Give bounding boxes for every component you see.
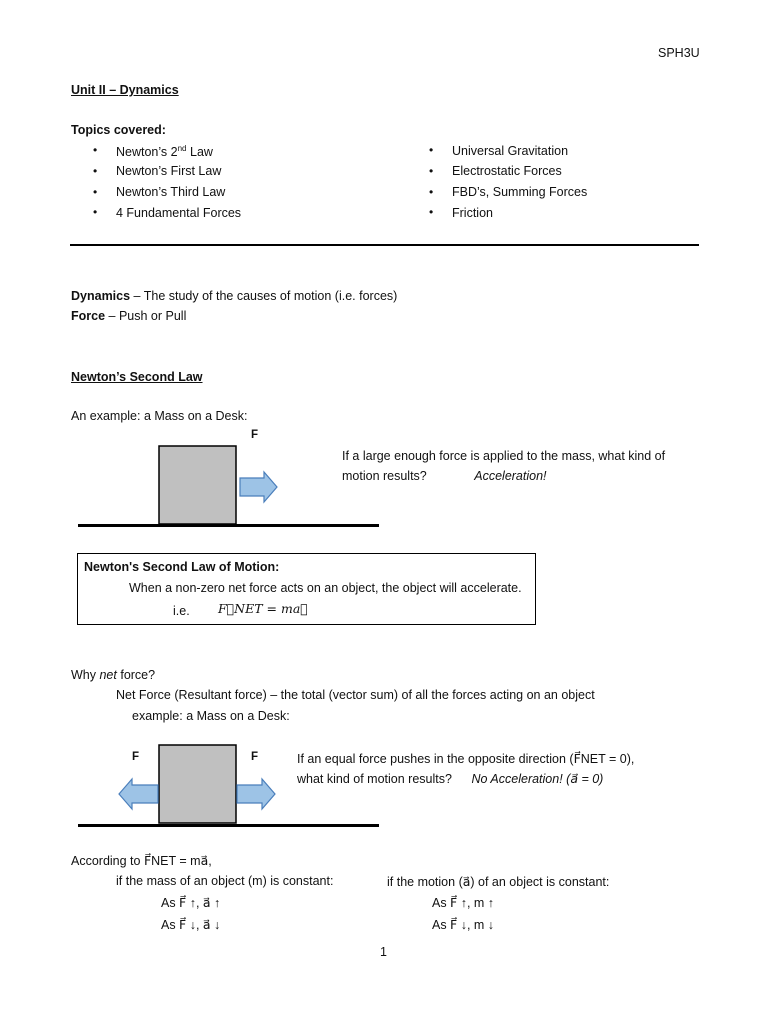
mass-block	[159, 745, 236, 823]
bullet-icon: •	[93, 185, 98, 199]
relations-left-1: As F⃗ ↑, a⃗ ↑	[161, 896, 221, 910]
section-heading-second-law: Newton’s Second Law	[71, 370, 203, 384]
relations-right-2: As F⃗ ↓, m ↓	[432, 918, 495, 932]
example-label: An example: a Mass on a Desk:	[71, 409, 248, 423]
bullet-icon: •	[429, 185, 434, 199]
example-label-2: example: a Mass on a Desk:	[132, 709, 290, 723]
bullet-icon: •	[429, 205, 434, 219]
why-suffix: force?	[116, 668, 156, 682]
why-net-force	[71, 668, 155, 682]
force-arrow-left-icon	[119, 779, 158, 809]
definition-term: Dynamics	[71, 289, 131, 303]
relations-left-heading: if the mass of an object (m) is constant:	[116, 874, 334, 888]
relations-right-1: As F⃗ ↑, m ↑	[432, 896, 495, 910]
unit-title: Unit II – Dynamics	[71, 83, 179, 97]
course-code: SPH3U	[658, 46, 700, 60]
why-prefix: Why	[71, 668, 100, 682]
box-formula: F⃗NET = ma⃗	[218, 601, 308, 616]
bullet-icon: •	[93, 143, 98, 157]
box-ie: i.e.	[173, 604, 190, 618]
definition-term: Force	[71, 309, 106, 323]
force-label-right: F	[251, 751, 259, 763]
question-text: motion results?	[342, 469, 427, 483]
topics-heading: Topics covered:	[71, 123, 166, 137]
why-italic: net	[99, 668, 117, 682]
diagram-mass-on-desk	[78, 446, 379, 526]
page-number: 1	[380, 945, 387, 959]
list-item: Newton’s 2nd Law	[116, 144, 213, 160]
balanced-question-line-2	[297, 771, 603, 786]
list-item: 4 Fundamental Forces	[116, 206, 242, 220]
bullet-icon: •	[429, 143, 434, 157]
relations-right-heading: if the motion (a⃗) of an object is constant:	[387, 875, 610, 889]
box-title: Newton's Second Law of Motion:	[84, 560, 280, 574]
list-item: Universal Gravitation	[452, 144, 569, 158]
mass-block	[159, 446, 236, 524]
list-item: Newton’s First Law	[116, 164, 222, 178]
list-item: Friction	[452, 206, 493, 220]
relations-intro: According to F⃗NET = ma⃗,	[71, 854, 212, 868]
balanced-question-line-1: If an equal force pushes in the opposite direction (F⃗NET = 0),	[297, 752, 635, 766]
relations-left-2: As F⃗ ↓, a⃗ ↓	[161, 918, 221, 932]
force-arrow-right-icon	[240, 472, 277, 502]
bullet-icon: •	[93, 205, 98, 219]
definition-text: – Push or Pull	[105, 309, 187, 323]
box-statement: When a non-zero net force acts on an object, the object will accelerate.	[129, 581, 522, 595]
answer-text: No Acceleration! (a⃗ = 0)	[471, 772, 604, 786]
answer-text: Acceleration!	[474, 469, 547, 483]
force-arrow-right-icon	[237, 779, 275, 809]
list-item: Electrostatic Forces	[452, 164, 562, 178]
definition-text: – The study of the causes of motion (i.e. forces)	[130, 289, 398, 303]
list-item: FBD’s, Summing Forces	[452, 185, 588, 199]
bullet-icon: •	[93, 164, 98, 178]
list-item: Newton’s Third Law	[116, 185, 226, 199]
question-line-1: If a large enough force is applied to the mass, what kind of	[342, 449, 666, 463]
net-force-definition: Net Force (Resultant force) – the total (vector sum) of all the forces acting on an object	[116, 688, 595, 702]
bullet-icon: •	[429, 164, 434, 178]
question-text: what kind of motion results?	[297, 772, 452, 786]
force-label: F	[251, 429, 259, 441]
force-label-left: F	[132, 751, 140, 763]
